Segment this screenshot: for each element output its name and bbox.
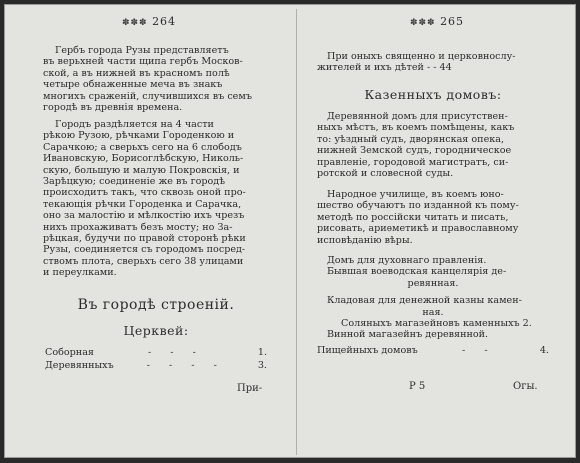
buildings-heading: Въ городѣ строеній. bbox=[77, 297, 235, 313]
entry-label: Деревянныхъ bbox=[45, 360, 114, 371]
text-line: Городъ раздѣляется на 4 части bbox=[55, 119, 214, 130]
wine-houses-entry bbox=[317, 345, 549, 356]
left-catchword: При- bbox=[237, 383, 263, 394]
list-item: Соляныхъ магазейновъ каменныхъ 2. bbox=[341, 318, 532, 330]
text-line: въ верьхней части щипа гербъ Москов- bbox=[43, 56, 243, 68]
book-spread bbox=[4, 4, 576, 458]
left-page-number: 264 bbox=[152, 15, 177, 28]
text-line: методѣ по россійски читать и писать, bbox=[317, 211, 509, 223]
entry-dashes: - - bbox=[462, 345, 496, 356]
left-page bbox=[5, 5, 293, 459]
entry-dashes: - - - - bbox=[146, 360, 225, 371]
text-line: городѣ въ древнія времена. bbox=[43, 102, 183, 114]
text-line: правленіе, городовой магистратъ, си- bbox=[317, 156, 509, 168]
text-line: нижней Земской судъ, городническое bbox=[317, 145, 512, 157]
text-line: исповѣданію вѣры. bbox=[317, 234, 413, 246]
town-description-paragraph bbox=[43, 119, 269, 279]
text-line: и переулками. bbox=[43, 267, 117, 279]
text-line: ныхъ мѣстъ, въ коемъ помѣщены, какъ bbox=[317, 122, 515, 134]
churches-heading: Церквей: bbox=[123, 323, 189, 338]
text-line: текающія рѣчки Городенка и Сарачка, bbox=[43, 198, 242, 210]
right-catchword: Огы. bbox=[513, 381, 538, 392]
right-page-number: 265 bbox=[440, 15, 465, 28]
page-gutter bbox=[296, 9, 297, 455]
text-line: четыре обнаженные меча въ знакъ bbox=[43, 79, 223, 91]
list-item: Домъ для духовнаго правленія. bbox=[327, 255, 487, 266]
text-line: рѣцкая, будучи по правой сторонѣ рѣки bbox=[43, 233, 246, 245]
text-line: жителей и ихъ дѣтей - - 44 bbox=[317, 62, 452, 74]
institutions-list bbox=[317, 255, 549, 341]
list-item: Бывшая воеводская канцелярія де- bbox=[327, 266, 507, 278]
list-item: ная. bbox=[422, 306, 444, 318]
text-line: Зарѣцкую; соединеніе же въ городѣ bbox=[43, 176, 225, 188]
right-page-header bbox=[299, 15, 575, 28]
text-line: скую, большую и малую Покровскія, и bbox=[43, 164, 240, 176]
right-page bbox=[299, 5, 575, 459]
list-item: Кладовая для денежной казны камен- bbox=[327, 295, 522, 307]
church-entry-wooden bbox=[45, 360, 267, 371]
left-page-header bbox=[5, 15, 293, 28]
text-line: При оныхъ священно и церковнослу- bbox=[327, 51, 516, 62]
state-houses-paragraph bbox=[317, 111, 549, 179]
text-line: рисовать, ариѳметикѣ и православному bbox=[317, 223, 519, 235]
entry-value: 1. bbox=[257, 347, 267, 358]
text-line: Гербъ города Рузы представляетъ bbox=[55, 45, 229, 56]
list-item: ревянная. bbox=[407, 277, 459, 289]
text-line: нихъ прохаживатъ безъ мосту; но За- bbox=[43, 221, 233, 233]
list-item: Винной магазейнъ деревянной. bbox=[327, 329, 489, 341]
text-line: Ивановскую, Борисоглѣбскую, Николь- bbox=[43, 153, 244, 165]
text-line: Рузы, соединяется съ городомъ посред- bbox=[43, 244, 246, 256]
text-line: происходитъ такъ, что сквозь оной про- bbox=[43, 187, 246, 199]
text-line: оно за малостію и мѣлкостію ихъ чрезъ bbox=[43, 210, 245, 222]
text-line: ской, а въ нижней въ красномъ полѣ bbox=[43, 67, 230, 79]
text-line: то: уѣздный судъ, дворянская опека, bbox=[317, 133, 505, 145]
text-line: многихъ сраженій, случившихся въ семъ bbox=[43, 90, 252, 102]
text-line: рѣкою Рузою, рѣчками Городенкою и bbox=[43, 130, 235, 142]
text-line: ствомъ плота, сверьхъ сего 38 улицами bbox=[43, 255, 244, 267]
coat-of-arms-paragraph bbox=[43, 45, 269, 113]
entry-value: 4. bbox=[539, 345, 549, 356]
entry-dashes: - - - bbox=[148, 347, 204, 358]
entry-label: Соборная bbox=[45, 347, 94, 358]
clergy-intro-paragraph bbox=[317, 51, 549, 74]
state-houses-heading: Казенныхъ домовъ: bbox=[364, 87, 502, 102]
school-paragraph bbox=[317, 189, 549, 246]
entry-value: 3. bbox=[257, 360, 267, 371]
church-entry-cathedral bbox=[45, 347, 267, 358]
text-line: Деревянной домъ для присутствен- bbox=[327, 111, 508, 122]
entry-label: Пищейныхъ домовъ bbox=[317, 345, 418, 356]
text-line: шество обучаютъ по изданной къ пому- bbox=[317, 200, 519, 212]
text-line: ротской и словесной суды. bbox=[317, 168, 454, 180]
signature-mark: P 5 bbox=[409, 381, 426, 392]
ornament-icon: ✽✽✽ bbox=[409, 18, 436, 28]
text-line: Народное училище, въ коемъ юно- bbox=[327, 189, 504, 200]
text-line: Сарачкою; а сверьхъ сего на 6 слободъ bbox=[43, 141, 242, 153]
ornament-icon: ✽✽✽ bbox=[121, 18, 148, 28]
